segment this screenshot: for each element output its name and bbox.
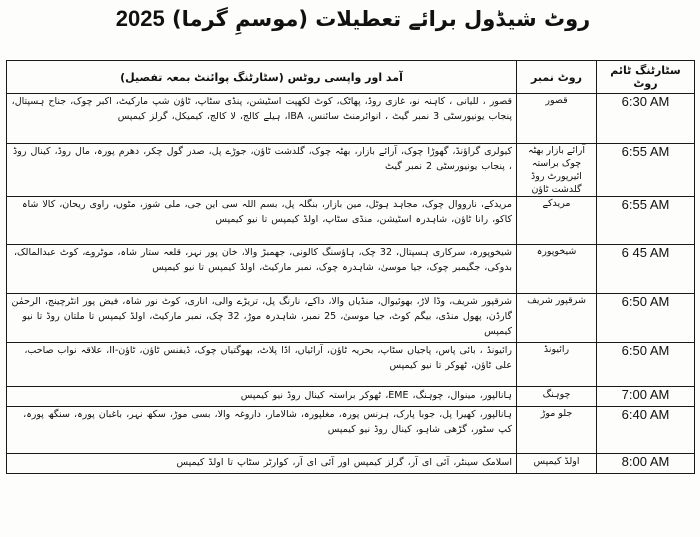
route-number-cell: جلو موڑ	[517, 407, 597, 454]
start-time-cell: 6:30 AM	[597, 94, 695, 144]
route-detail-cell: رائیونڈ ، بائی پاس، پاجیاں سٹاپ، بحریہ ٹاؤن، آرائیاں، اڈا پلاٹ، بھوگتیاں چوک، ڈیفنس ٹاؤن، ٹاؤن-II، علاقہ نواب صاحب، علی ٹاؤن، ٹھوکر تا نیو کیمپس	[7, 343, 517, 387]
route-detail-cell: کیولری گراؤنڈ، گھوڑا چوک، آرائے بازار، بھٹہ چوک، گلدشت ٹاؤن، جوڑے پل، صدر گول چکر، دھرم پورہ، مال روڈ، کینال روڈ ، پنجاب یونیورسٹی 2 نمبر گیٹ	[7, 144, 517, 197]
header-start-time: سٹارٹنگ ٹائم روٹ	[597, 61, 695, 94]
table-header-row	[7, 61, 695, 94]
table-row	[7, 294, 695, 343]
table-row	[7, 454, 695, 474]
start-time-cell: 6:55 AM	[597, 144, 695, 197]
page-title	[0, 6, 700, 40]
route-number-cell: شیخوپورہ	[517, 245, 597, 294]
start-time-cell: 6 45 AM	[597, 245, 695, 294]
table-row	[7, 94, 695, 144]
header-route-number: روٹ نمبر	[517, 61, 597, 94]
title-year: 2025	[115, 6, 165, 31]
route-detail-cell: قصور ، للیانی ، کاہنہ نو، غازی روڈ، پھاٹک، کوٹ لکھپت اسٹیشن، پنڈی سٹاپ، ٹاؤن شپ مارکیٹ، اکبر چوک، جناح ہسپتال، پنجاب یونیورسٹی 3 نمبر گیٹ ، انوائرمنٹ سائنس، IBA، ہیلے کالج، لا کالج، کیمیکل، گرلز کیمپس	[7, 94, 517, 144]
route-detail-cell: شیخوپورہ، سرکاری ہسپتال، 32 چک، ہاؤسنگ کالونی، جھمبڑ والا، خان پور نہر، قلعہ ستار شاہ، موٹروے، کوٹ عبدالمالک، بدوکی، جگیمبر چوک، جیا موسیٰ، شاہدرہ چوک، نمبر مارکیٹ، اولڈ کیمپس تا نیو کیمپس	[7, 245, 517, 294]
route-detail-cell: مریدکے، نارووال چوک، مجاہد ہوٹل، مین بازار، بنگلہ پل، بسم اللہ سی این جی، ملی شوز، مٹوں، راوی ریحان، کالا شاہ کاکو، رانا ٹاؤن، شاہدرہ اسٹیشن، منڈی سٹاپ، اولڈ کیمپس تا نیو کیمپس	[7, 197, 517, 245]
start-time-cell: 6:40 AM	[597, 407, 695, 454]
route-number-cell: اولڈ کیمپس	[517, 454, 597, 474]
table-row	[7, 407, 695, 454]
route-number-cell: چوہنگ	[517, 387, 597, 407]
title-text: روٹ شیڈول برائے تعطیلات (موسمِ گرما)	[172, 7, 591, 31]
route-number-cell: آرائے بازار بھٹہ چوک براستہ ائیرپورٹ روڈ گلدشت ٹاؤن	[517, 144, 597, 197]
start-time-cell: 6:50 AM	[597, 294, 695, 343]
route-detail-cell: شرقپور شریف، وڈا لاڑ، بھوئیوال، منڈیاں والا، داکے، نارنگ پل، تریڑے والی، اناری، کوٹ نور شاہ، فیض پور انٹرچینج، الرحمٰن گارڈن، پھول منڈی، بیگم کوٹ، جیا موسیٰ، 25 نمبر، شاہدرہ موڑ، 32 چک، نمبر مارکیٹ، اولڈ کیمپس تا ملتان روڈ تا نیو کیمپس	[7, 294, 517, 343]
route-number-cell: رائیونڈ	[517, 343, 597, 387]
start-time-cell: 8:00 AM	[597, 454, 695, 474]
route-number-cell: شرقپور شریف	[517, 294, 597, 343]
table-row	[7, 197, 695, 245]
route-number-cell: مریدکے	[517, 197, 597, 245]
start-time-cell: 6:50 AM	[597, 343, 695, 387]
start-time-cell: 6:55 AM	[597, 197, 695, 245]
table-row	[7, 144, 695, 197]
table-row	[7, 245, 695, 294]
header-route-detail: آمد اور واپسی روٹس (سٹارٹنگ پوائنٹ بمعہ تفصیل)	[7, 61, 517, 94]
route-number-cell: قصور	[517, 94, 597, 144]
route-detail-cell: اسلامک سینٹر، آئی ای آر، گرلز کیمپس اور آئی ای آر، کوارٹر سٹاپ تا اولڈ کیمپس	[7, 454, 517, 474]
start-time-cell: 7:00 AM	[597, 387, 695, 407]
table-row	[7, 387, 695, 407]
route-detail-cell: ہانالپور، مینوال، چوہنگ، EME، ٹھوکر براستہ کینال روڈ نیو کیمپس	[7, 387, 517, 407]
route-detail-cell: ہانالپور، کھیرا پل، جوبا پارک، ہرنس پورہ، مغلپورہ، شالامار، داروغہ والا، بسی موڑ، سکھ نہر، باغبان پورہ، سنگھ پورہ، کپ سٹور، گڑھی شاہو، کینال روڈ نیو کیمپس	[7, 407, 517, 454]
route-schedule-table	[6, 60, 695, 474]
table-row	[7, 343, 695, 387]
